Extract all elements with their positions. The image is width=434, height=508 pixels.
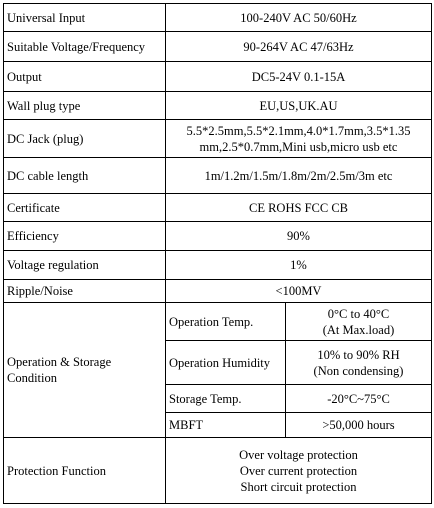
row-value: 100-240V AC 50/60Hz xyxy=(166,4,432,32)
table-row xyxy=(4,62,432,92)
operation-label xyxy=(4,303,166,438)
row-value: 90% xyxy=(166,222,432,251)
value-line: (At Max.load) xyxy=(322,322,395,337)
table-row xyxy=(4,158,432,194)
sub-row-value: >50,000 hours xyxy=(286,413,432,438)
row-value: 1% xyxy=(166,251,432,280)
value-line: Over current protection xyxy=(239,463,358,478)
row-value: 90-264V AC 47/63Hz xyxy=(166,32,432,62)
sub-row-label: Operation Humidity xyxy=(166,341,286,385)
value-line: 0°C to 40°C xyxy=(327,306,390,321)
sub-row-value xyxy=(286,341,432,385)
row-label: Wall plug type xyxy=(4,92,166,120)
row-label: Suitable Voltage/Frequency xyxy=(4,32,166,62)
sub-row-value xyxy=(286,303,432,341)
row-value xyxy=(166,120,432,158)
protection-label: Protection Function xyxy=(4,438,166,504)
value-line: Over voltage protection xyxy=(239,447,358,462)
row-label: Ripple/Noise xyxy=(4,280,166,303)
row-label: Voltage regulation xyxy=(4,251,166,280)
sub-row-label: Operation Temp. xyxy=(166,303,286,341)
value-line: (Non condensing) xyxy=(313,363,404,378)
table-row xyxy=(4,303,432,341)
row-label: DC cable length xyxy=(4,158,166,194)
sub-row-label: MBFT xyxy=(166,413,286,438)
row-value: CE ROHS FCC CB xyxy=(166,194,432,222)
table-row xyxy=(4,120,432,158)
table-row xyxy=(4,32,432,62)
value-line: 5.5*2.5mm,5.5*2.1mm,4.0*1.7mm,3.5*1.35 xyxy=(186,123,411,138)
table-row xyxy=(4,251,432,280)
table-row xyxy=(4,4,432,32)
sub-row-value: -20°C~75°C xyxy=(286,385,432,413)
row-label: Output xyxy=(4,62,166,92)
table-row xyxy=(4,222,432,251)
label-line: Operation & Storage xyxy=(7,355,112,369)
row-value: <100MV xyxy=(166,280,432,303)
label-line: Condition xyxy=(7,371,58,385)
row-value: EU,US,UK.AU xyxy=(166,92,432,120)
row-label: Efficiency xyxy=(4,222,166,251)
spec-table xyxy=(3,3,432,504)
row-label: Certificate xyxy=(4,194,166,222)
table-row xyxy=(4,194,432,222)
value-line: 10% to 90% RH xyxy=(317,347,400,362)
value-line: Short circuit protection xyxy=(240,479,357,494)
table-row xyxy=(4,438,432,504)
protection-value xyxy=(166,438,432,504)
row-label: DC Jack (plug) xyxy=(4,120,166,158)
table-row xyxy=(4,280,432,303)
sub-row-label: Storage Temp. xyxy=(166,385,286,413)
row-label: Universal Input xyxy=(4,4,166,32)
value-line: mm,2.5*0.7mm,Mini usb,micro usb etc xyxy=(199,139,398,154)
row-value: 1m/1.2m/1.5m/1.8m/2m/2.5m/3m etc xyxy=(166,158,432,194)
row-value: DC5-24V 0.1-15A xyxy=(166,62,432,92)
table-row xyxy=(4,92,432,120)
